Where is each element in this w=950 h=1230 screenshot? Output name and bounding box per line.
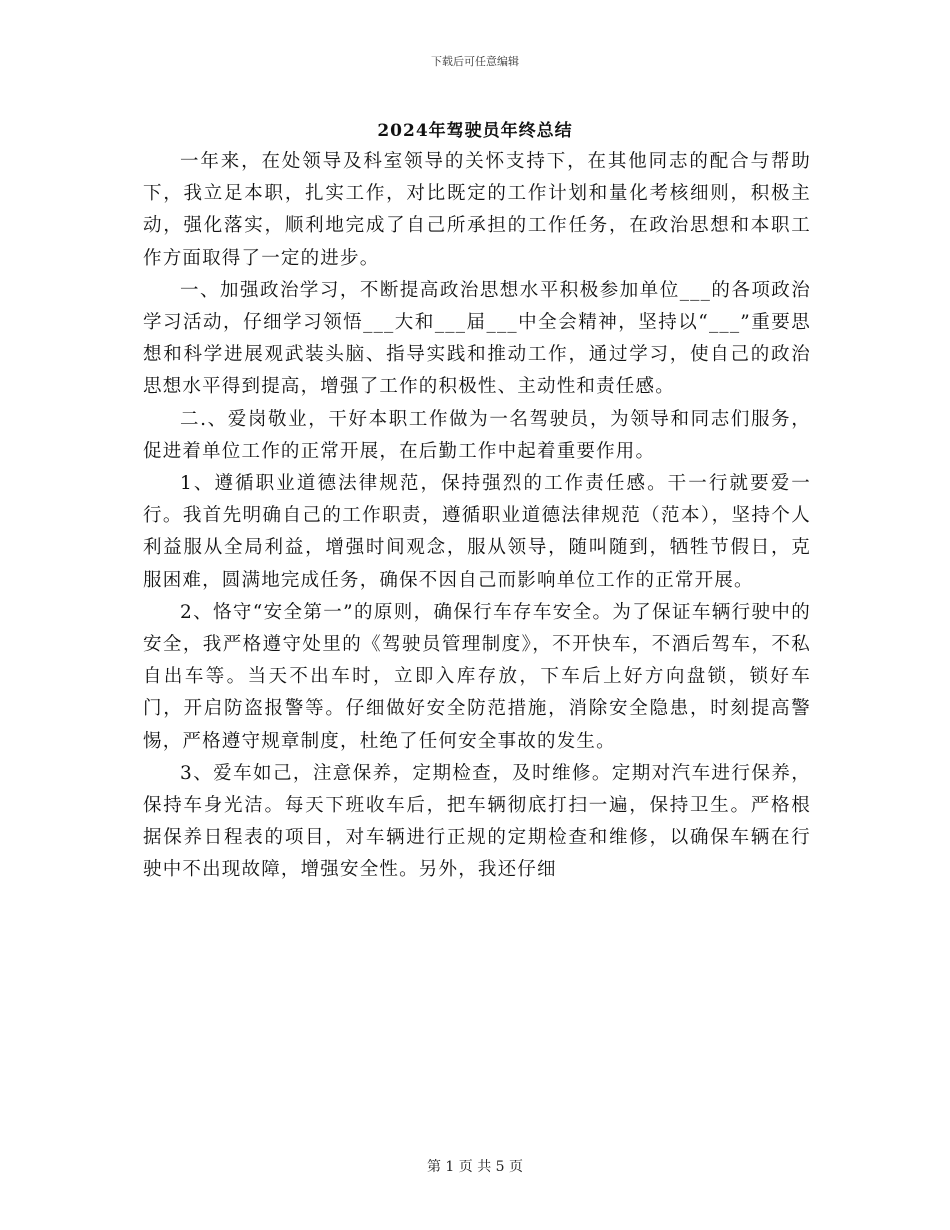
page-number-footer: 第 1 页 共 5 页: [426, 1159, 524, 1175]
document-title: 2024年驾驶员年终总结: [377, 121, 573, 141]
document-body: [143, 146, 811, 887]
paragraph-section-2: 二.、爱岗敬业，干好本职工作做为一名驾驶员，为领导和同志们服务，促进着单位工作的正常开展，在后勤工作中起着重要作用。: [143, 408, 811, 462]
paragraph-intro: 一年来，在处领导及科室领导的关怀支持下，在其他同志的配合与帮助下，我立足本职，扎实工作，对比既定的工作计划和量化考核细则，积极主动，强化落实，顺利地完成了自己所承担的工作任务，在政治思想和本职工作方面取得了一定的进步。: [143, 151, 811, 269]
paragraph-section-1: 一、加强政治学习，不断提高政治思想水平积极参加单位___的各项政治学习活动，仔细学习领悟___大和___届___中全会精神，坚持以“___”重要思想和科学进展观武装头脑、指导实践和推动工作，通过学习，使自己的政治思想水平得到提高，增强了工作的积极性、主动性和责任感。: [143, 279, 811, 398]
paragraph-item-1: 1、遵循职业道德法律规范，保持强烈的工作责任感。干一行就要爱一行。我首先明确自己的工作职责，遵循职业道德法律规范（范本），坚持个人利益服从全局利益，增强时间观念，服从领导，随叫随到，牺牲节假日，克服困难，圆满地完成任务，确保不因自己而影响单位工作的正常开展。: [143, 473, 811, 591]
page-header-note: 下载后可任意编辑: [431, 55, 519, 68]
paragraph-item-3: 3、爱车如己，注意保养，定期检查，及时维修。定期对汽车进行保养，保持车身光洁。每天下班收车后，把车辆彻底打扫一遍，保持卫生。严格根据保养日程表的项目，对车辆进行正规的定期检查和维修，以确保车辆在行驶中不出现故障，增强安全性。另外，我还仔细: [143, 762, 811, 881]
paragraph-item-2: 2、恪守“安全第一”的原则，确保行车存车安全。为了保证车辆行驶中的安全，我严格遵守处里的《驾驶员管理制度》，不开快车，不酒后驾车，不私自出车等。当天不出车时，立即入库存放，下车后上好方向盘锁，锁好车门，开启防盗报警等。仔细做好安全防范措施，消除安全隐患，时刻提高警惕，严格遵守规章制度，杜绝了任何安全事故的发生。: [143, 601, 811, 752]
